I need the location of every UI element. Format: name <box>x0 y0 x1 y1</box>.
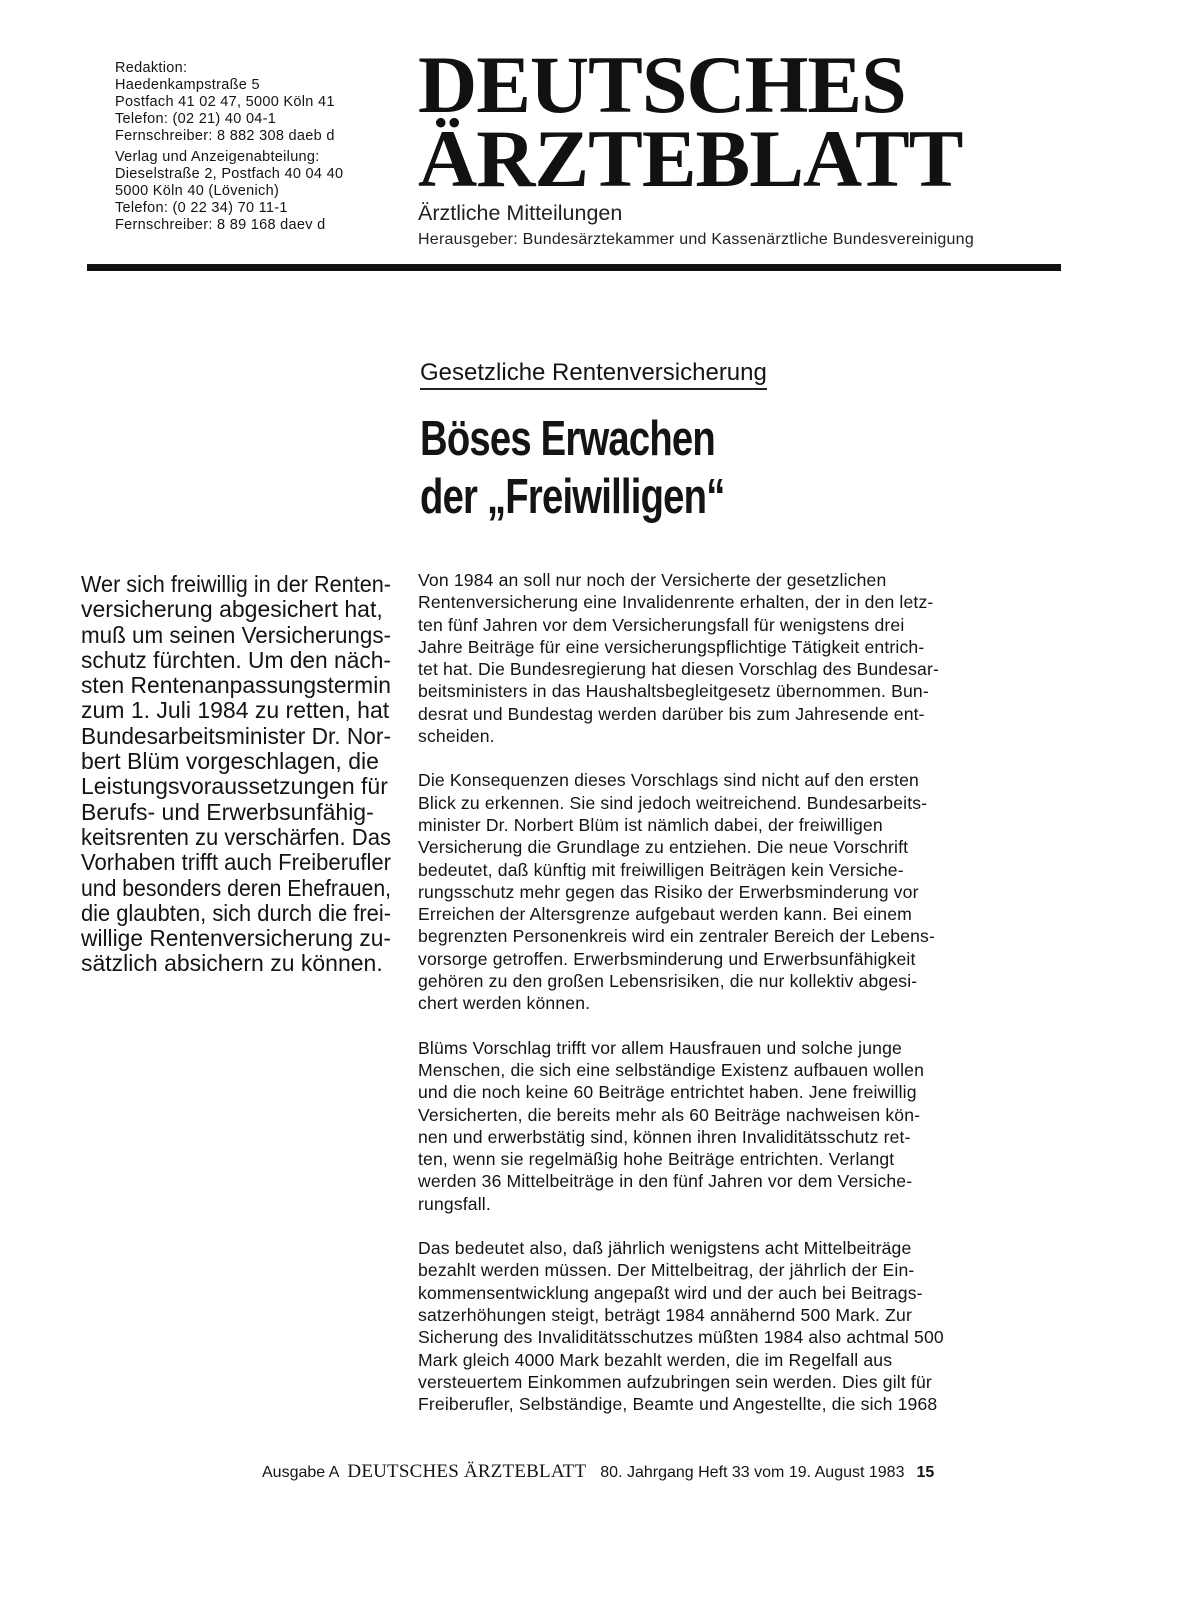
body-paragraph <box>418 769 1058 1014</box>
lead-line: Leistungsvoraussetzungen für <box>81 773 388 800</box>
masthead-title-line-1: DEUTSCHES <box>418 39 906 130</box>
footer-magazine: DEUTSCHES ÄRZTEBLATT <box>347 1461 587 1482</box>
masthead-subtitle: Ärztliche Mitteilungen <box>418 201 623 225</box>
lead-line: keitsrenten zu verschärfen. Das <box>81 823 391 850</box>
body-line: Sicherung des Invaliditätsschutzes müßten 1984 also achtmal 500 <box>418 1327 944 1348</box>
imprint-line: Fernschreiber: 8 89 168 daev d <box>115 217 326 233</box>
imprint-publisher <box>115 149 415 234</box>
body-line: werden 36 Mittelbeiträge in den fünf Jahren vor dem Versiche- <box>418 1171 913 1192</box>
body-line: Die Konsequenzen dieses Vorschlags sind nicht auf den ersten <box>418 770 919 791</box>
masthead-publisher: Herausgeber: Bundesärztekammer und Kassenärztliche Bundesvereinigung <box>418 231 974 248</box>
imprint-line: Redaktion: <box>115 60 188 76</box>
body-line: bezahlt werden müssen. Der Mittelbeitrag, der jährlich der Ein- <box>418 1260 915 1281</box>
lead-line: bert Blüm vorgeschlagen, die <box>81 748 379 775</box>
body-paragraph <box>418 1237 1058 1415</box>
lead-line: die glaubten, sich durch die frei- <box>81 899 391 926</box>
lead-line: Wer sich freiwillig in der Renten- <box>81 571 391 597</box>
body-line: minister Dr. Norbert Blüm ist nämlich dabei, der freiwilligen <box>418 814 883 835</box>
body-line: satzerhöhungen steigt, beträgt 1984 annähernd 500 Mark. Zur <box>418 1304 912 1325</box>
headline-line: Böses Erwachen <box>420 412 715 466</box>
imprint-line: Telefon: (0 22 34) 70 11-1 <box>115 200 288 216</box>
body-line: bedeutet, daß künftig mit freiwilligen Beiträgen kein Versiche- <box>418 859 904 880</box>
imprint-line: Haedenkampstraße 5 <box>115 77 260 93</box>
imprint-line: Telefon: (02 21) 40 04-1 <box>115 111 277 127</box>
body-line: Rentenversicherung eine Invalidenrente erhalten, der in den letz- <box>418 592 934 613</box>
body-line: Blick zu erkennen. Sie sind jedoch weitreichend. Bundesarbeits- <box>418 792 928 813</box>
imprint-line: Dieselstraße 2, Postfach 40 04 40 <box>115 166 344 182</box>
body-line: Freiberufler, Selbständige, Beamte und Angestellte, die sich 1968 <box>418 1394 938 1415</box>
imprint-line: Verlag und Anzeigenabteilung: <box>115 149 320 165</box>
body-line: Erreichen der Altersgrenze aufgebaut werden kann. Bei einem <box>418 904 912 925</box>
body-line: nen und erwerbstätig sind, können ihren Invaliditätsschutz ret- <box>418 1126 911 1147</box>
body-line: und die noch keine 60 Beiträge entrichtet haben. Jene freiwillig <box>418 1082 917 1103</box>
lead-line: sätzlich absichern zu können. <box>81 950 383 977</box>
body-line: vorsorge getroffen. Erwerbsminderung und Erwerbsunfähigkeit <box>418 948 916 969</box>
imprint-line: Postfach 41 02 47, 5000 Köln 41 <box>115 94 335 110</box>
body-line: versteuertem Einkommen aufzubringen sein werden. Dies gilt für <box>418 1371 932 1392</box>
lead-line: Bundesarbeitsminister Dr. Nor- <box>81 722 391 749</box>
body-line: scheiden. <box>418 726 495 747</box>
body-line: rungsschutz mehr gegen das Risiko der Erwerbsminderung vor <box>418 881 919 902</box>
imprint-line: Fernschreiber: 8 882 308 daeb d <box>115 128 335 144</box>
lead-line: willige Rentenversicherung zu- <box>81 925 391 952</box>
imprint-editorial <box>115 60 415 145</box>
imprint <box>115 60 415 234</box>
article-lead <box>81 572 391 977</box>
body-line: desrat und Bundestag werden darüber bis zum Jahresende ent- <box>418 703 925 724</box>
body-line: ten, wenn sie regelmäßig hohe Beiträge entrichten. Verlangt <box>418 1149 895 1170</box>
body-line: Mark gleich 4000 Mark bezahlt werden, die im Regelfall aus <box>418 1349 893 1370</box>
lead-line: muß um seinen Versicherungs- <box>81 621 391 648</box>
masthead-rule <box>87 264 1061 271</box>
body-line: Jahre Beiträge für eine versicherungspflichtige Tätigkeit entrich- <box>418 636 925 657</box>
body-line: Versicherten, die bereits mehr als 60 Beiträge nachweisen kön- <box>418 1104 921 1125</box>
lead-line: Vorhaben trifft auch Freiberufler <box>81 849 391 876</box>
page-number: 15 <box>916 1464 935 1481</box>
body-line: Blüms Vorschlag trifft vor allem Hausfrauen und solche junge <box>418 1037 902 1058</box>
body-line: Das bedeutet also, daß jährlich wenigstens acht Mittelbeiträge <box>418 1238 912 1259</box>
page-footer <box>262 1462 934 1483</box>
body-line: ten fünf Jahren vor dem Versicherungsfall für wenigstens drei <box>418 614 905 635</box>
lead-line: sten Rentenanpassungstermin <box>81 672 391 699</box>
article-kicker: Gesetzliche Rentenversicherung <box>420 358 767 390</box>
body-line: rungsfall. <box>418 1193 491 1214</box>
article-headline <box>420 410 725 526</box>
body-line: Versicherung die Grundlage zu entziehen. Die neue Vorschrift <box>418 837 909 858</box>
lead-line: zum 1. Juli 1984 zu retten, hat <box>81 697 390 724</box>
masthead <box>418 39 1068 250</box>
body-paragraph <box>418 1037 1058 1215</box>
headline-line: der „Freiwilligen“ <box>420 470 725 524</box>
imprint-line: 5000 Köln 40 (Lövenich) <box>115 183 280 199</box>
body-line: tet hat. Die Bundesregierung hat diesen Vorschlag des Bundesar- <box>418 659 939 680</box>
body-line: chert werden können. <box>418 993 591 1014</box>
body-line: Von 1984 an soll nur noch der Versicherte der gesetzlichen <box>418 570 887 590</box>
lead-line: und besonders deren Ehefrauen, <box>81 874 391 901</box>
body-line: Menschen, die sich eine selbständige Existenz aufbauen wollen <box>418 1059 925 1080</box>
body-line: gehören zu den großen Lebensrisiken, die nur kollektiv abgesi- <box>418 971 918 992</box>
body-line: begrenzten Personenkreis wird ein zentraler Bereich der Lebens- <box>418 926 936 947</box>
body-line: beitsministers in das Haushaltsbegleitgesetz übernommen. Bun- <box>418 681 929 702</box>
footer-issue: 80. Jahrgang Heft 33 vom 19. August 1983 <box>600 1464 905 1481</box>
footer-edition: Ausgabe A <box>262 1464 340 1481</box>
lead-line: schutz fürchten. Um den näch- <box>81 646 391 673</box>
article-body <box>418 569 1058 1437</box>
body-paragraph <box>418 569 1058 747</box>
body-line: kommensentwicklung angepaßt wird und der auch bei Beitrags- <box>418 1282 923 1303</box>
masthead-title-line-2: ÄRZTEBLATT <box>418 113 963 204</box>
lead-line: Berufs- und Erwerbsunfähig- <box>81 798 374 825</box>
lead-line: versicherung abgesichert hat, <box>81 596 383 623</box>
